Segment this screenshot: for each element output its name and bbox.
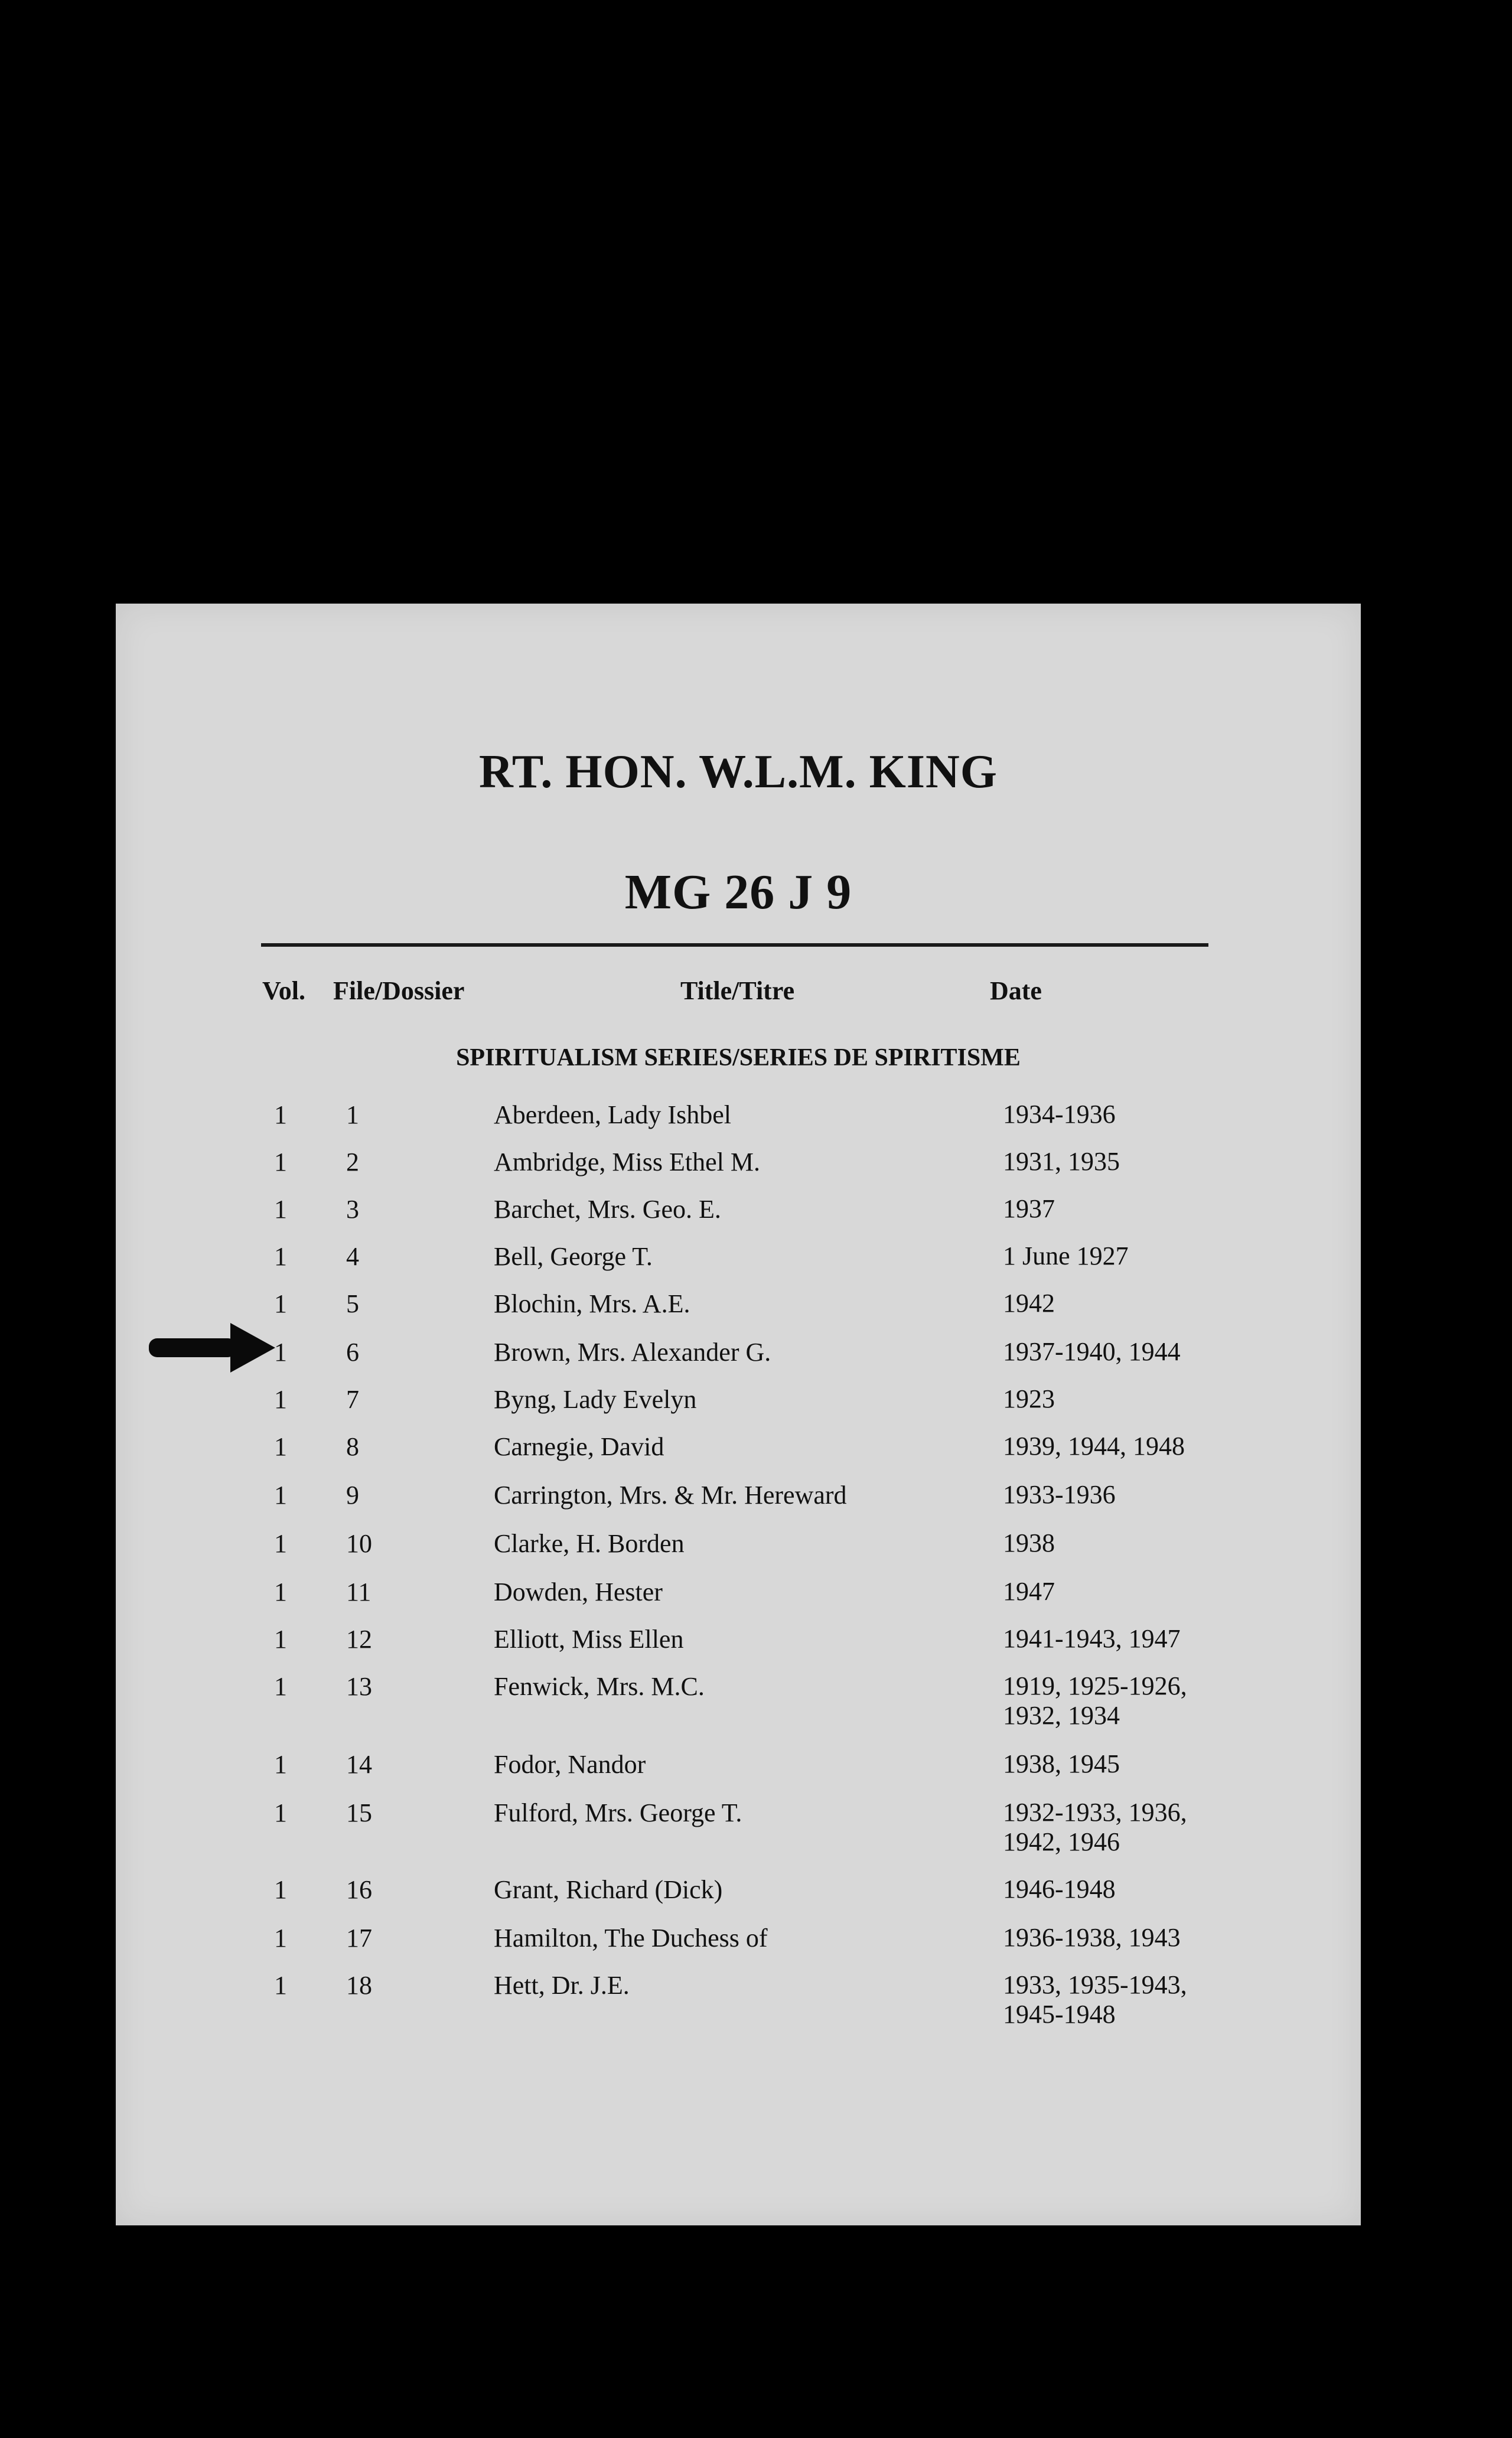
row-vol: 1 (274, 1338, 287, 1367)
row-vol: 1 (274, 1100, 287, 1129)
document-title: RT. HON. W.L.M. KING (478, 746, 998, 798)
row-date: 1934-1936 (1003, 1100, 1116, 1129)
row-title: Brown, Mrs. Alexander G. (494, 1338, 771, 1367)
row-vol: 1 (274, 1798, 287, 1827)
row-date: 1937-1940, 1944 (1003, 1337, 1181, 1366)
row-vol: 1 (274, 1625, 287, 1654)
row-vol: 1 (274, 1750, 287, 1779)
column-header-file: File/Dossier (333, 976, 465, 1005)
row-file: 15 (346, 1798, 372, 1827)
row-title: Grant, Richard (Dick) (494, 1875, 723, 1904)
row-date: 1933-1936 (1003, 1480, 1116, 1509)
row-date: 1938 (1003, 1528, 1055, 1557)
row-date: 1939, 1944, 1948 (1003, 1432, 1185, 1461)
row-title: Fulford, Mrs. George T. (494, 1798, 742, 1827)
row-date: 1942 (1003, 1289, 1055, 1318)
row-vol: 1 (274, 1529, 287, 1558)
row-file: 11 (346, 1577, 372, 1606)
row-title: Carrington, Mrs. & Mr. Hereward (494, 1481, 847, 1510)
row-date: 1937 (1003, 1194, 1055, 1223)
row-title: Dowden, Hester (494, 1577, 663, 1606)
row-file: 9 (346, 1481, 359, 1510)
row-file: 5 (346, 1289, 359, 1318)
row-date: 1919, 1925-1926, 1932, 1934 (1003, 1671, 1187, 1730)
row-file: 16 (346, 1875, 372, 1904)
row-title: Byng, Lady Evelyn (494, 1385, 697, 1414)
row-vol: 1 (274, 1971, 287, 2000)
row-file: 18 (346, 1971, 372, 2000)
row-vol: 1 (274, 1924, 287, 1953)
row-date: 1931, 1935 (1003, 1147, 1120, 1176)
row-title: Bell, George T. (494, 1242, 653, 1271)
column-header-title: Title/Titre (680, 976, 795, 1005)
row-vol: 1 (274, 1242, 287, 1271)
row-vol: 1 (274, 1195, 287, 1224)
row-title: Carnegie, David (494, 1432, 664, 1461)
arrow-right-icon (149, 1323, 275, 1373)
row-title: Clarke, H. Borden (494, 1529, 685, 1558)
row-file: 10 (346, 1529, 372, 1558)
row-date: 1933, 1935-1943, 1945-1948 (1003, 1970, 1187, 2029)
row-vol: 1 (274, 1432, 287, 1461)
row-vol: 1 (274, 1672, 287, 1701)
row-file: 2 (346, 1148, 359, 1176)
row-file: 7 (346, 1385, 359, 1414)
row-vol: 1 (274, 1385, 287, 1414)
row-vol: 1 (274, 1481, 287, 1510)
row-title: Elliott, Miss Ellen (494, 1625, 684, 1654)
row-date: 1923 (1003, 1384, 1055, 1413)
row-file: 4 (346, 1242, 359, 1271)
row-date: 1936-1938, 1943 (1003, 1923, 1181, 1952)
row-file: 14 (346, 1750, 372, 1779)
column-header-vol: Vol. (262, 976, 305, 1005)
header-rule (261, 943, 1208, 947)
row-date: 1941-1943, 1947 (1003, 1624, 1181, 1653)
row-vol: 1 (274, 1289, 287, 1318)
row-vol: 1 (274, 1148, 287, 1176)
row-date: 1946-1948 (1003, 1875, 1116, 1904)
row-date: 1 June 1927 (1003, 1241, 1129, 1270)
row-file: 12 (346, 1625, 372, 1654)
row-file: 17 (346, 1924, 372, 1953)
row-file: 6 (346, 1338, 359, 1367)
row-title: Fenwick, Mrs. M.C. (494, 1672, 705, 1701)
row-date: 1947 (1003, 1577, 1055, 1606)
row-title: Blochin, Mrs. A.E. (494, 1289, 690, 1318)
row-file: 13 (346, 1672, 372, 1701)
row-title: Ambridge, Miss Ethel M. (494, 1148, 760, 1176)
row-file: 1 (346, 1100, 359, 1129)
row-title: Barchet, Mrs. Geo. E. (494, 1195, 721, 1224)
row-date: 1938, 1945 (1003, 1749, 1120, 1778)
column-header-date: Date (990, 976, 1042, 1005)
row-date: 1932-1933, 1936, 1942, 1946 (1003, 1798, 1187, 1856)
document-page (116, 604, 1361, 2225)
series-title: SPIRITUALISM SERIES/SERIES DE SPIRITISME (456, 1044, 1021, 1071)
row-vol: 1 (274, 1577, 287, 1606)
row-vol: 1 (274, 1875, 287, 1904)
row-file: 8 (346, 1432, 359, 1461)
row-title: Hett, Dr. J.E. (494, 1971, 630, 2000)
row-title: Hamilton, The Duchess of (494, 1924, 768, 1953)
document-subtitle: MG 26 J 9 (624, 865, 852, 920)
row-title: Aberdeen, Lady Ishbel (494, 1100, 731, 1129)
row-title: Fodor, Nandor (494, 1750, 646, 1779)
row-file: 3 (346, 1195, 359, 1224)
